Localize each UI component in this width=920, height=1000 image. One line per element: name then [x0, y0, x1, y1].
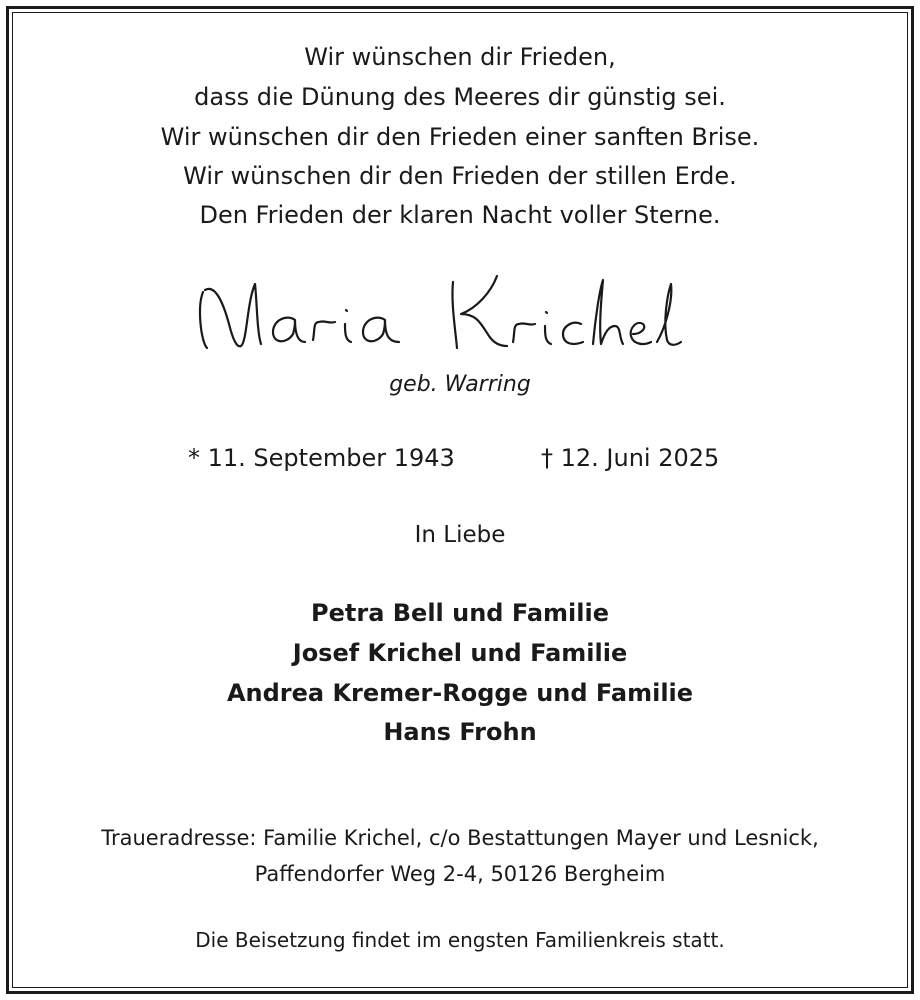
address-line: Paffendorfer Weg 2-4, 50126 Bergheim [254, 862, 666, 886]
name-signature [195, 262, 735, 362]
poem-line: Wir wünschen dir den Frieden einer sanften Brise. [160, 123, 760, 151]
mourner-name: Josef Krichel und Familie [292, 639, 628, 667]
mourner-name: Andrea Kremer-Rogge und Familie [226, 679, 694, 707]
poem-line: dass die Dünung des Meeres dir günstig sei. [194, 83, 726, 111]
maiden-name: geb. Warring [389, 372, 531, 397]
mourner-name: Hans Frohn [383, 718, 537, 746]
birth-date: * 11. September 1943 [188, 444, 455, 472]
poem-line: Den Frieden der klaren Nacht voller Sterne. [199, 201, 721, 229]
address-line: Traueradresse: Familie Krichel, c/o Bestattungen Mayer und Lesnick, [101, 826, 819, 850]
closing-phrase: In Liebe [414, 522, 506, 548]
poem-line: Wir wünschen dir Frieden, [304, 43, 616, 71]
mourner-name: Petra Bell und Familie [311, 599, 609, 627]
death-date: † 12. Juni 2025 [541, 444, 720, 472]
poem-line: Wir wünschen dir den Frieden der stillen Erde. [183, 162, 737, 190]
burial-note: Die Beisetzung findet im engsten Familienkreis statt. [195, 928, 725, 952]
